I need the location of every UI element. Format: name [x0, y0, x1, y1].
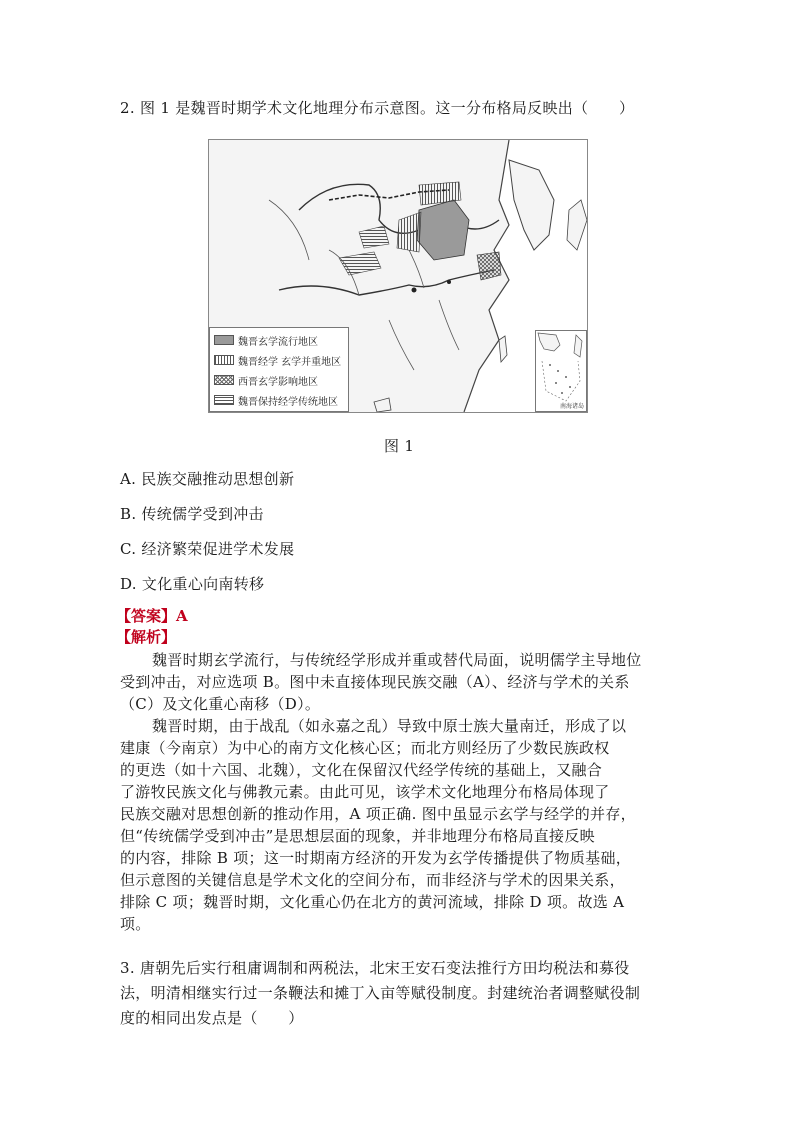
question-3-stem-line: 法，明清相继实行过一条鞭法和摊丁入亩等赋役制度。封建统治者调整赋役制 — [120, 984, 641, 1002]
region-xuanxue-popular — [417, 200, 469, 260]
option-b: B. 传统儒学受到冲击 — [120, 505, 264, 523]
legend-label: 西晋玄学影响地区 — [238, 376, 318, 388]
region-jingxue-tradition — [339, 252, 381, 275]
analysis-line: 项。 — [120, 915, 151, 933]
analysis-line: 但“传统儒学受到冲击”是思想层面的现象，并非地理分布格局直接反映 — [120, 827, 595, 845]
option-c: C. 经济繁荣促进学术发展 — [120, 540, 295, 558]
hainan-island — [374, 398, 391, 412]
legend-swatch-horizontal — [214, 395, 234, 405]
legend-label: 魏晋保持经学传统地区 — [238, 396, 338, 408]
legend-swatch-crosshatch — [214, 375, 234, 385]
analysis-line: 了游牧民族文化与佛教元素。由此可见，该学术文化地理分布格局体现了 — [120, 783, 610, 801]
analysis-line: 魏晋时期玄学流行，与传统经学形成并重或替代局面，说明儒学主导地位 — [152, 651, 642, 669]
legend-item — [214, 352, 341, 368]
option-a: A. 民族交融推动思想创新 — [120, 470, 295, 488]
analysis-line: 的更迭（如十六国、北魏），文化在保留汉代经学传统的基础上，又融合 — [120, 761, 603, 779]
map-legend — [209, 327, 349, 412]
answer-line — [116, 606, 188, 626]
analysis-line: 的内容，排除 B 项；这一时期南方经济的开发为玄学传播提供了物质基础， — [120, 849, 632, 867]
analysis-line: 但示意图的关键信息是学术文化的空间分布，而非经济与学术的因果关系， — [120, 871, 625, 889]
analysis-tag: 【解析】 — [116, 628, 177, 646]
question-2-stem: 2. 图 1 是魏晋时期学术文化地理分布示意图。这一分布格局反映出（ ） — [120, 99, 635, 117]
legend-swatch-vertical — [214, 355, 234, 365]
region-jingxue-xuanxue — [397, 212, 421, 252]
answer-value: A — [176, 607, 188, 625]
analysis-line: 魏晋时期，由于战乱（如永嘉之乱）导致中原士族大量南迁，形成了以 — [152, 717, 627, 735]
legend-item — [214, 392, 338, 408]
region-xijin-xuanxue — [477, 252, 501, 280]
historical-map-figure — [208, 139, 588, 413]
legend-label: 魏晋玄学流行地区 — [238, 336, 318, 348]
option-d: D. 文化重心向南转移 — [120, 575, 265, 593]
legend-item — [214, 332, 318, 348]
question-3-stem-line: 3. 唐朝先后实行租庸调制和两税法，北宋王安石变法推行方田均税法和募役 — [120, 959, 630, 977]
yangtze-river — [279, 270, 494, 295]
analysis-line: 建康（今南京）为中心的南方文化核心区；而北方则经历了少数民族政权 — [120, 739, 610, 757]
analysis-line: 排除 C 项；魏晋时期，文化重心仍在北方的黄河流域，排除 D 项。故选 A — [120, 893, 625, 911]
answer-tag: 【答案】 — [116, 607, 177, 625]
legend-swatch-solid — [214, 335, 234, 345]
inset-drawing — [536, 331, 586, 411]
analysis-line: 民族交融对思想创新的推动作用，A 项正确. 图中虽显示玄学与经学的并存， — [120, 805, 636, 823]
legend-item — [214, 372, 318, 388]
question-3-stem-line: 度的相同出发点是（ ） — [120, 1009, 304, 1027]
legend-label: 魏晋经学 玄学并重地区 — [238, 356, 342, 368]
analysis-line: （C）及文化重心南移（D）。 — [120, 695, 321, 713]
analysis-line: 受到冲击，对应选项 B。图中未直接体现民族交融（A）、经济与学术的关系 — [120, 673, 630, 691]
south-china-sea-inset — [535, 330, 587, 412]
inset-label: 南海诸岛 — [559, 403, 584, 410]
figure-caption: 图 1 — [384, 437, 415, 455]
